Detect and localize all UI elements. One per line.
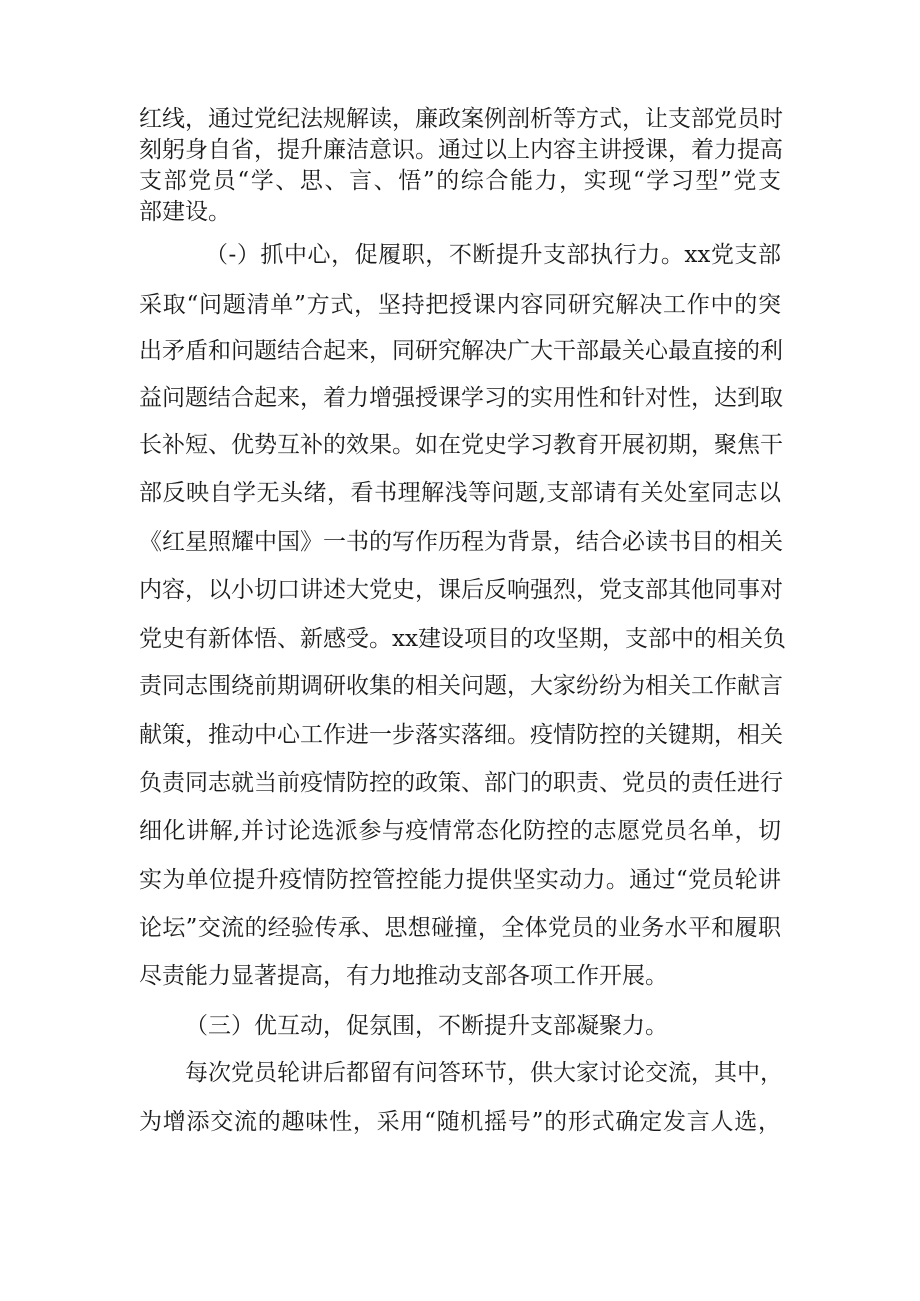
text-line: 为增添交流的趣味性，采用“随机摇号”的形式确定发言人选， (139, 1109, 781, 1135)
text-line: 益问题结合起来，着力增强授课学习的实用性和针对性，达到取 (139, 385, 783, 411)
text-line: 责同志围绕前期调研收集的相关问题，大家纷纷为相关工作献言 (139, 673, 783, 699)
text-line: 内容，以小切口讲述大党史，课后反响强烈，党支部其他同事对 (139, 577, 783, 603)
text-line: 实为单位提升疫情防控管控能力提供坚实动力。通过“党员轮讲 (139, 867, 781, 893)
section-heading: （三）优互动，促氛围，不断提升支部凝聚力。 (185, 1013, 668, 1039)
text-line: 负责同志就当前疫情防控的政策、部门的职责、党员的责任进行 (139, 770, 783, 796)
text-line: 《红星照耀中国》一书的写作历程为背景，结合必读书目的相关 (139, 529, 783, 555)
text-line: 部反映自学无头绪，看书理解浅等问题,支部请有关处室同志以 (139, 480, 781, 506)
text-line: 尽责能力显著提高，有力地推动支部各项工作开展。 (139, 963, 668, 989)
text-line: 论坛”交流的经验传承、思想碰撞，全体党员的业务水平和履职 (139, 915, 781, 941)
section-heading-line: （-）抓中心，促履职，不断提升支部执行力。xx党支部 (205, 242, 781, 268)
text-line: 党史有新体悟、新感受。xx建设项目的攻坚期，支部中的相关负 (139, 626, 786, 652)
text-line: 细化讲解,并讨论选派参与疫情常态化防控的志愿党员名单，切 (139, 818, 781, 844)
text-line: 献策，推动中心工作进一步落实落细。疫情防控的关键期，相关 (139, 722, 783, 748)
text-line: 红线，通过党纪法规解读，廉政案例剖析等方式，让支部党员时 (139, 106, 783, 132)
text-line: 出矛盾和问题结合起来，同研究解决广大干部最关心最直接的利 (139, 338, 783, 364)
text-line: 采取“问题清单”方式，坚持把授课内容同研究解决工作中的突 (139, 292, 781, 318)
text-line: 刻躬身自省，提升廉洁意识。通过以上内容主讲授课，着力提高 (139, 137, 783, 163)
text-line: 部建设。 (139, 199, 231, 225)
text-line: 长补短、优势互补的效果。如在党史学习教育开展初期，聚焦干 (139, 432, 783, 458)
text-line: 每次党员轮讲后都留有问答环节，供大家讨论交流，其中， (185, 1060, 783, 1086)
text-line: 支部党员“学、思、言、悟”的综合能力，实现“学习型”党支 (139, 168, 781, 194)
